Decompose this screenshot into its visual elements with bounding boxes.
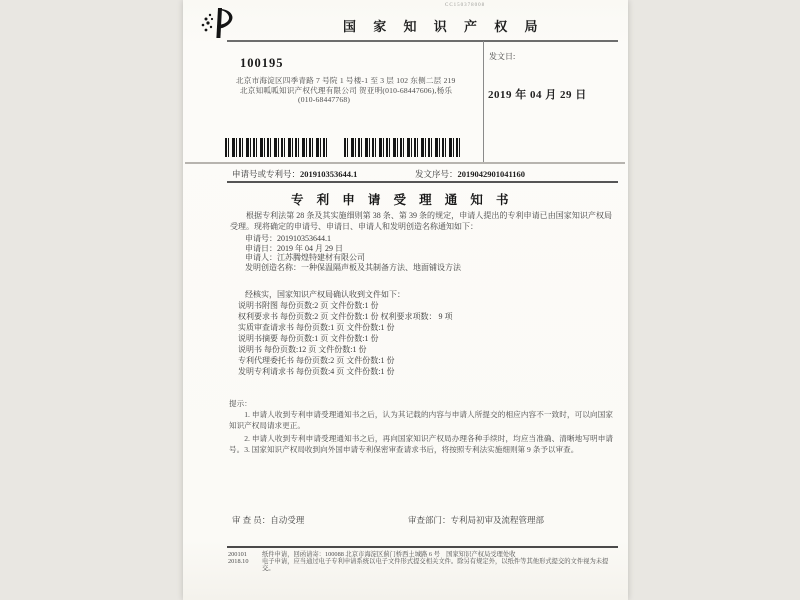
confirmation-intro: 经核实，国家知识产权局确认收到文件如下： (245, 290, 405, 299)
notice-title: 专 利 申 请 受 理 通 知 书 (291, 193, 514, 207)
note-item-3: 3. 国家知识产权局收到向外国申请专利保密审查请求书后，将按照专利法实施细则第 9 条予以审查。 (244, 445, 579, 454)
document-item: 专利代理委托书 每份页数:2 页 文件份数:1 份 (238, 356, 395, 365)
document-item: 说明书摘要 每份页数:1 页 文件份数:1 份 (238, 334, 379, 343)
note-item-1: 1. 申请人收到专利申请受理通知书之后，认为其记载的内容与申请人所提交的相应内容不一致时，可以向国家知识产权局请求更正。 (229, 410, 613, 431)
office-name: 国 家 知 识 产 权 局 (343, 19, 545, 34)
department-value: 专利局初审及流程管理部 (450, 515, 545, 525)
recipient-address-line3: (010-68447768) (298, 95, 351, 104)
dispatch-serial-value: 2019042901041160 (457, 169, 526, 179)
footer-rule (227, 546, 618, 548)
section-separator-light (185, 162, 625, 164)
cnipa-logo-icon (197, 6, 237, 40)
notice-intro-paragraph: 根据专利法第 28 条及其实施细则第 38 条、第 39 条的规定，申请人提出的专利申请已由国家知识产权局受理。现将确定的申请号、申请日、申请人和发明创造名称通知如下： (230, 211, 612, 231)
application-number-label: 申请号或专利号： (232, 169, 301, 179)
dispatch-box-divider (483, 41, 484, 163)
dispatch-serial-row (415, 168, 525, 180)
department-row (408, 514, 544, 526)
dispatch-serial-label: 发文序号： (415, 169, 458, 179)
barcode-application (225, 138, 327, 157)
examiner-value: 自动受理 (270, 515, 305, 525)
field-applicant: 申请人：江苏腾煌特建材有限公司 (245, 253, 365, 262)
recipient-postcode: 100195 (240, 56, 284, 70)
dispatch-date-value: 2019 年 04 月 29 日 (488, 89, 587, 101)
examiner-row (232, 514, 304, 526)
header-rule (227, 40, 618, 42)
field-application-date: 申请日：2019 年 04 月 29 日 (245, 244, 343, 253)
field-invention-title: 发明创造名称：一种保温隔声板及其制备方法、地面铺设方法 (245, 263, 461, 272)
footer-code-2: 2018.10 (228, 558, 249, 565)
document-item: 发明专利请求书 每份页数:4 页 文件份数:1 份 (238, 367, 395, 376)
document-item: 实质审查请求书 每份页数:1 页 文件份数:1 份 (238, 323, 395, 332)
notes-label: 提示： (229, 399, 252, 408)
department-label: 审查部门： (408, 515, 451, 525)
recipient-address-line1: 北京市海淀区四季青路 7 号院 1 号楼-1 至 3 层 102 东侧二层 219 (236, 76, 456, 85)
dispatch-date-label: 发文日: (489, 52, 516, 61)
application-number-value: 201910353644.1 (300, 169, 358, 179)
title-rule (227, 181, 618, 183)
document-item: 说明书附图 每份页数:2 页 文件份数:1 份 (238, 301, 379, 310)
footer-text-2: 电子申请，应当通过电子专利申请系统以电子文件形式提交相关文件。除另有规定外，以纸件等其他形式提交的文件视为未提交。 (262, 558, 609, 573)
scan-serial-number: CC150378008 (445, 3, 486, 8)
examiner-label: 审 查 员： (232, 515, 271, 525)
footer-text-1: 纸件申请，回函请寄：100088 北京市海淀区蓟门桥西土城路 6 号 国家知识产权局受理处收 (262, 551, 516, 558)
field-application-number: 申请号：201910353644.1 (245, 234, 331, 243)
document-paper (183, 0, 628, 600)
document-item: 权利要求书 每份页数:2 页 文件份数:1 份 权利要求项数： 9 项 (238, 312, 453, 321)
application-number-row (232, 168, 357, 180)
document-item: 说明书 每份页数:12 页 文件份数:1 份 (238, 345, 367, 354)
note-item-2: 2. 申请人收到专利申请受理通知书之后，再向国家知识产权局办理各种手续时，均应当准确、清晰地写明申请号。 (229, 434, 613, 455)
recipient-address-line2: 北京知呱呱知识产权代理有限公司 贺亚明(010-68447606),杨乐 (240, 86, 453, 95)
barcode-dispatch (344, 138, 460, 157)
footer-code-1: 200101 (228, 551, 247, 558)
